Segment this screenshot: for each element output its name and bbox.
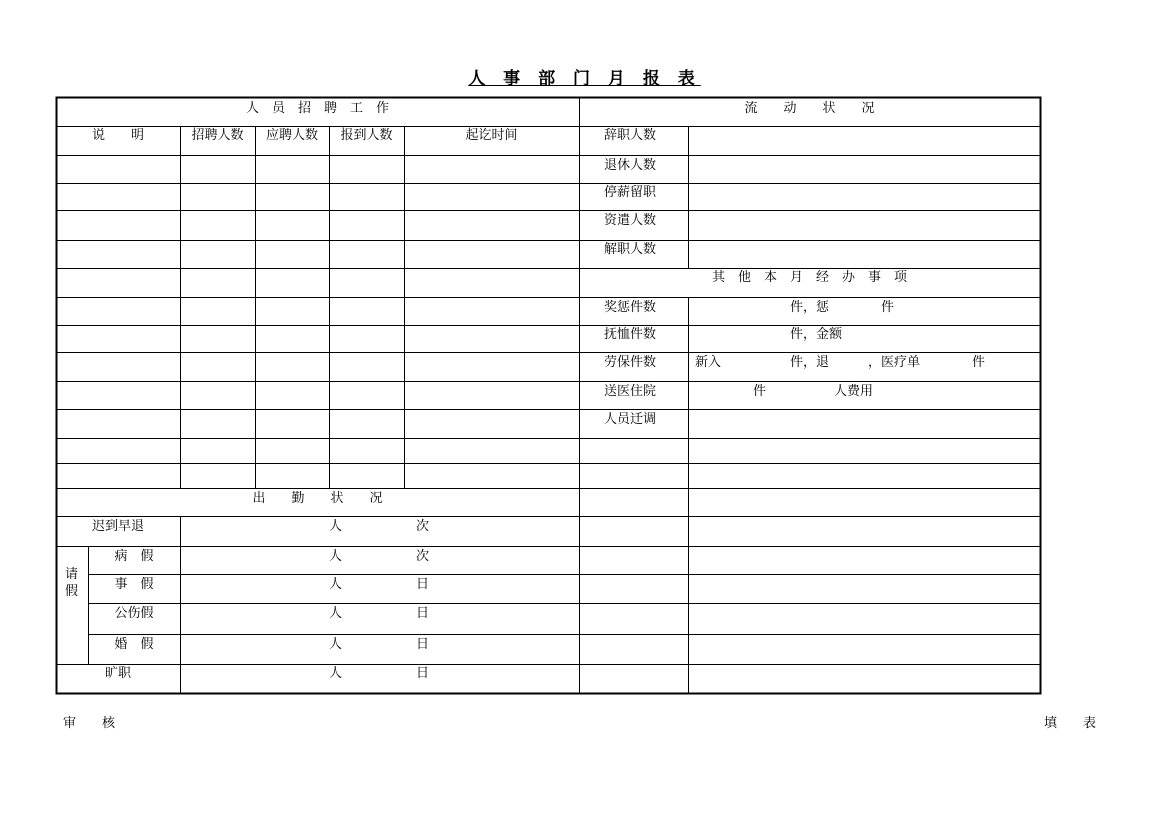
review-signature-label: 审 核 (63, 716, 116, 731)
turnover-dismissed-label: 解职人数 (604, 242, 657, 257)
other-reward-value: 件，惩 件 (790, 300, 895, 315)
leave-marriage-unit2: 日 (416, 637, 430, 652)
leave-injury-unit1: 人 (329, 606, 343, 621)
other-hospital-cost: 人费用 (834, 384, 874, 399)
leave-marriage-unit1: 人 (329, 637, 343, 652)
turnover-retired-label: 退休人数 (604, 158, 657, 173)
leave-group-label: 请假 (65, 567, 79, 599)
absence-unit1: 人 (329, 666, 343, 681)
leave-sick-label: 病 假 (114, 549, 154, 564)
attendance-late-label: 迟到早退 (91, 519, 144, 534)
page-title: 人 事 部 门 月 报 表 (468, 69, 701, 89)
other-pension-label: 抚恤件数 (604, 327, 657, 342)
leave-marriage-label: 婚 假 (114, 637, 154, 652)
other-hospital-label: 送医住院 (604, 384, 657, 399)
other-labor-insurance-detail: 件，退 ，医疗单 件 (790, 355, 986, 370)
absence-label: 旷职 (104, 666, 131, 681)
column-header-period: 起讫时间 (465, 128, 518, 143)
column-header-recruit-count: 招聘人数 (191, 128, 244, 143)
recruitment-header: 人 员 招 聘 工 作 (245, 101, 389, 116)
other-pension-value: 件，金额 (790, 327, 843, 342)
leave-personal-unit1: 人 (329, 577, 343, 592)
column-header-description: 说 明 (91, 128, 144, 143)
other-transfer-label: 人员迁调 (604, 412, 657, 427)
turnover-header: 流 动 状 况 (744, 101, 875, 116)
leave-personal-label: 事 假 (114, 577, 154, 592)
leave-sick-unit1: 人 (329, 549, 343, 564)
other-hospital-count: 件 (753, 384, 767, 399)
other-labor-insurance-new: 新入 (695, 355, 722, 370)
other-labor-insurance-label: 劳保件数 (604, 355, 657, 370)
leave-sick-unit2: 次 (416, 549, 430, 564)
attendance-late-unit2: 次 (416, 519, 430, 534)
filler-signature-label: 填 表 (1044, 716, 1097, 731)
column-header-reported-count: 报到人数 (340, 128, 393, 143)
turnover-unpaid-leave-label: 停薪留职 (604, 185, 657, 200)
turnover-laid-off-label: 资遣人数 (604, 213, 657, 228)
absence-unit2: 日 (416, 666, 430, 681)
column-header-applicant-count: 应聘人数 (265, 128, 318, 143)
turnover-resigned-label: 辞职人数 (604, 128, 657, 143)
leave-injury-label: 公伤假 (114, 606, 154, 621)
other-reward-label: 奖惩件数 (604, 300, 657, 315)
other-matters-header: 其 他 本 月 经 办 事 项 (711, 270, 907, 285)
attendance-late-unit1: 人 (329, 519, 343, 534)
attendance-header: 出 勤 状 况 (252, 491, 383, 506)
leave-personal-unit2: 日 (416, 577, 430, 592)
leave-injury-unit2: 日 (416, 606, 430, 621)
